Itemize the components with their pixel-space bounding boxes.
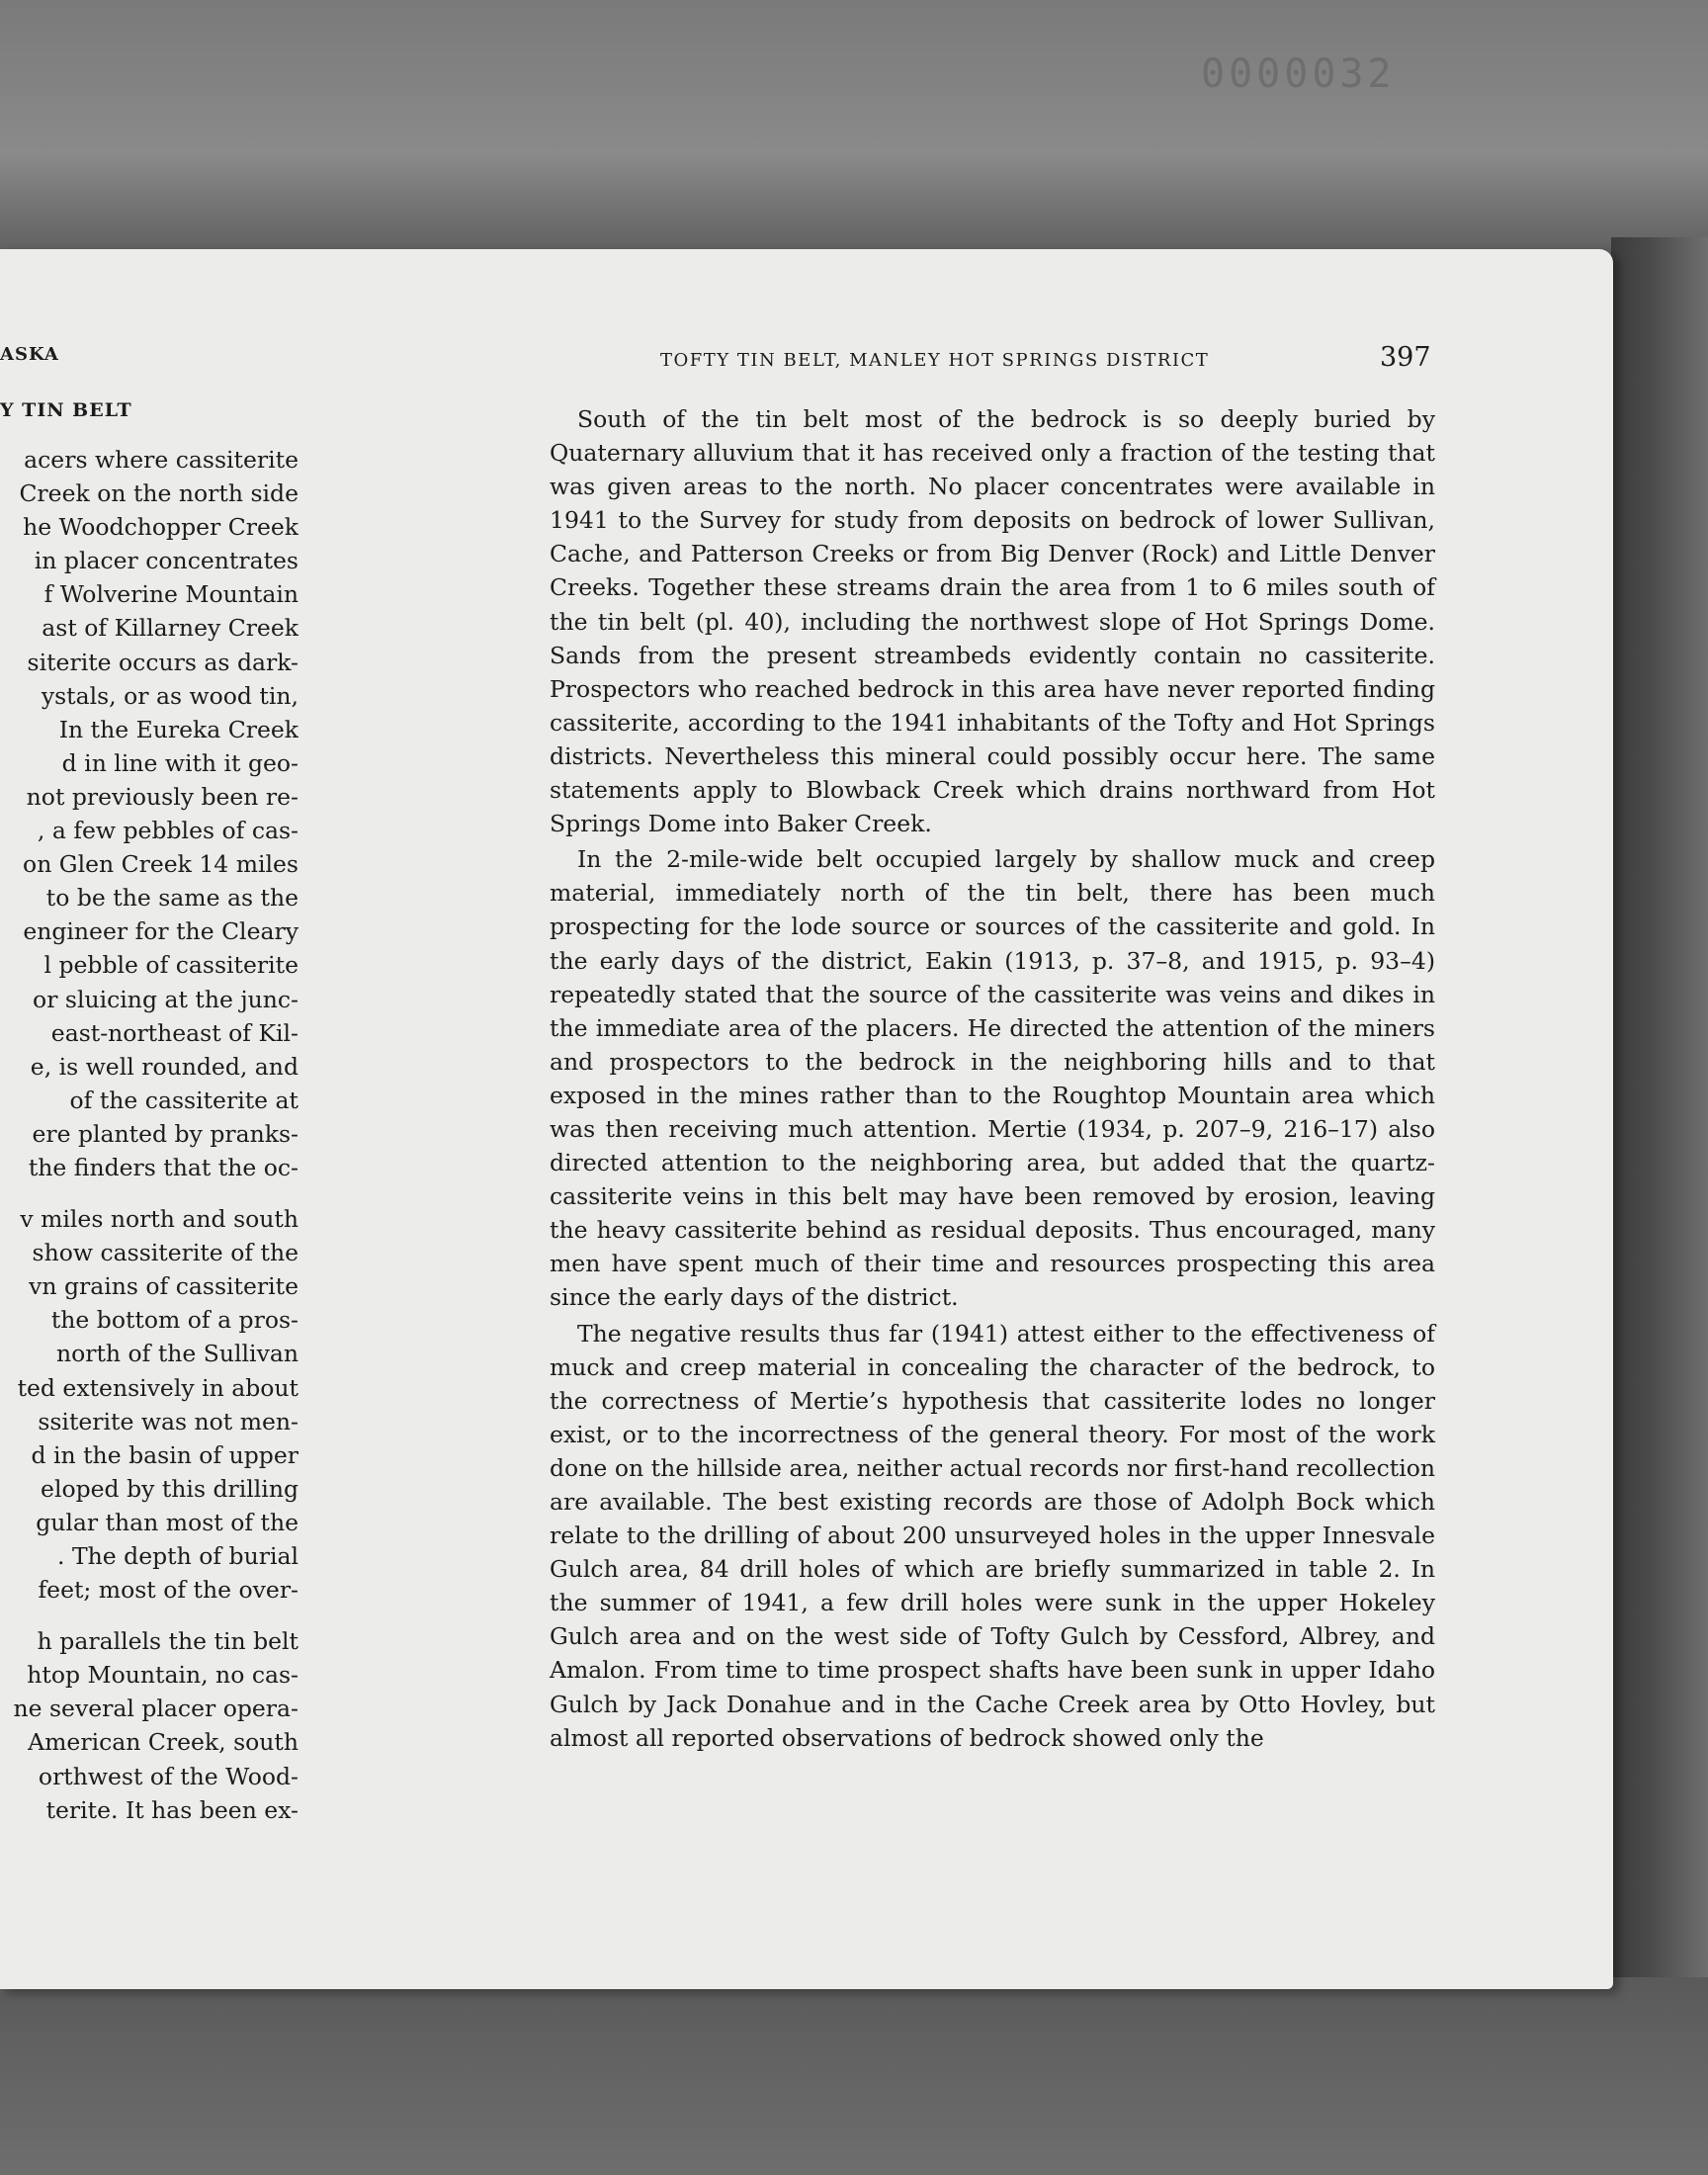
left-line: , a few pebbles of cas- bbox=[37, 817, 299, 845]
left-line: siterite occurs as dark- bbox=[27, 648, 299, 676]
left-line: ere planted by pranks- bbox=[32, 1119, 299, 1148]
left-line: f Wolverine Mountain bbox=[43, 580, 299, 609]
left-line-gap bbox=[0, 1184, 299, 1202]
left-line: vn grains of cassiterite bbox=[29, 1272, 299, 1301]
left-line: the finders that the oc- bbox=[28, 1153, 299, 1181]
left-line: on Glen Creek 14 miles bbox=[23, 850, 299, 879]
scan-background-top bbox=[0, 0, 1708, 257]
left-line: ystals, or as wood tin, bbox=[41, 681, 299, 710]
paragraph-1: South of the tin belt most of the bedrock is so deeply buried by Quaternary alluvium that it has received only a fraction of the testing that was given areas to the north. No placer concentrates were available in 1941 to the Survey for study from deposits on bedrock of lower Sullivan, Cache, and Patterson Creeks or from Big Denver (Rock) and Little Denver Creeks. Together these streams drain the area from 1 to 6 miles south of the tin belt (pl. 40), including the northwest slope of Hot Springs Dome. Sands from the present streambeds evidently contain no cassiterite. Prospectors who reached bedrock in this area have never reported finding cassiterite, according to the 1941 inhabitants of the Tofty and Hot Springs districts. Nevertheless this mineral could possibly occur here. The same statements apply to Blowback Creek which drains northward from Hot Springs Dome into Baker Creek. bbox=[550, 405, 1435, 838]
archive-stamp: 0000032 bbox=[1201, 51, 1396, 97]
left-line: to be the same as the bbox=[45, 884, 299, 913]
left-line: h parallels the tin belt bbox=[37, 1627, 299, 1656]
left-line: American Creek, south bbox=[28, 1728, 299, 1757]
left-line: show cassiterite of the bbox=[32, 1239, 299, 1267]
left-page-text bbox=[0, 443, 299, 1827]
left-line: not previously been re- bbox=[26, 782, 299, 811]
left-line: ast of Killarney Creek bbox=[42, 614, 299, 643]
scan-background-right bbox=[1611, 237, 1708, 2175]
left-line: d in line with it geo- bbox=[61, 748, 299, 777]
left-line: ne several placer opera- bbox=[13, 1695, 299, 1723]
left-running-head: ASKA bbox=[0, 344, 59, 365]
left-line: gular than most of the bbox=[36, 1508, 299, 1536]
left-line: e, is well rounded, and bbox=[30, 1052, 299, 1081]
left-line: terite. It has been ex- bbox=[45, 1795, 299, 1824]
left-line: the bottom of a pros- bbox=[50, 1306, 299, 1335]
left-line: . The depth of burial bbox=[57, 1542, 299, 1570]
paragraph-2: In the 2-mile-wide belt occupied largely by shallow muck and creep material, immediately north of the tin belt, there has been much prospecting for the lode source or sources of the cassiterite and gold. In the early days of the district, Eakin (1913, p. 37–8, and 1915, p. 93–4) repeatedly stated that the source of the cassiterite was veins and dikes in the immediate area of the placers. He directed the attention of the miners and prospectors to the bedrock in the neighboring hills and to that exposed in the mines rather than to the Roughtop Mountain area which was then receiving much attention. Mertie (1934, p. 207–9, 216–17) also directed attention to the neighboring area, but added that the quartz-cassiterite veins in this belt may have been removed by erosion, leaving the heavy cassiterite behind as residual deposits. Thus encouraged, many men have spent much of their time and resources prospecting this area since the early days of the district. bbox=[550, 845, 1435, 1312]
left-line: he Woodchopper Creek bbox=[23, 513, 299, 542]
left-line: in placer concentrates bbox=[34, 547, 299, 575]
left-line: eloped by this drilling bbox=[41, 1474, 299, 1503]
page-number: 397 bbox=[1380, 342, 1431, 373]
main-text bbox=[550, 402, 1435, 1755]
scan-background-bottom bbox=[0, 1977, 1708, 2175]
paragraph-3: The negative results thus far (1941) attest either to the effectiveness of muck and creep material in concealing the character of the bedrock, to the correctness of Mertie’s hypothesis that cassiterite lodes no longer exist, or to the incorrectness of the general theory. For most of the work done on the hillside area, neither actual records nor first-hand recollection are available. The best existing records are those of Adolph Bock which relate to the drilling of about 200 unsurveyed holes in the upper Innesvale Gulch area, 84 drill holes of which are briefly summarized in table 2. In the summer of 1941, a few drill holes were sunk in the upper Hokeley Gulch area and on the west side of Tofty Gulch by Cessford, Albrey, and Amalon. From time to time prospect shafts have been sunk in upper Idaho Gulch by Jack Donahue and in the Cache Creek area by Otto Hovley, but almost all reported observations of bedrock showed only the bbox=[550, 1319, 1435, 1752]
running-head: TOFTY TIN BELT, MANLEY HOT SPRINGS DISTRICT bbox=[660, 350, 1210, 371]
left-line: l pebble of cassiterite bbox=[43, 951, 299, 980]
left-line: ted extensively in about bbox=[17, 1373, 299, 1402]
left-line: feet; most of the over- bbox=[38, 1576, 299, 1605]
left-section-head: Y TIN BELT bbox=[0, 399, 132, 421]
left-line: htop Mountain, no cas- bbox=[27, 1661, 299, 1690]
left-line: engineer for the Cleary bbox=[23, 917, 299, 946]
left-line: d in the basin of upper bbox=[31, 1440, 299, 1469]
left-line-gap bbox=[0, 1607, 299, 1624]
left-line: north of the Sullivan bbox=[55, 1340, 299, 1368]
left-line: of the cassiterite at bbox=[69, 1086, 299, 1114]
left-line: orthwest of the Wood- bbox=[38, 1762, 299, 1790]
left-line: acers where cassiterite bbox=[24, 446, 299, 474]
left-line: ssiterite was not men- bbox=[38, 1407, 299, 1436]
left-line: Creek on the north side bbox=[19, 479, 299, 508]
left-line: east-northeast of Kil- bbox=[50, 1018, 299, 1047]
left-line: or sluicing at the junc- bbox=[33, 985, 299, 1013]
left-line: In the Eureka Creek bbox=[58, 715, 299, 743]
left-line: v miles north and south bbox=[20, 1205, 299, 1234]
